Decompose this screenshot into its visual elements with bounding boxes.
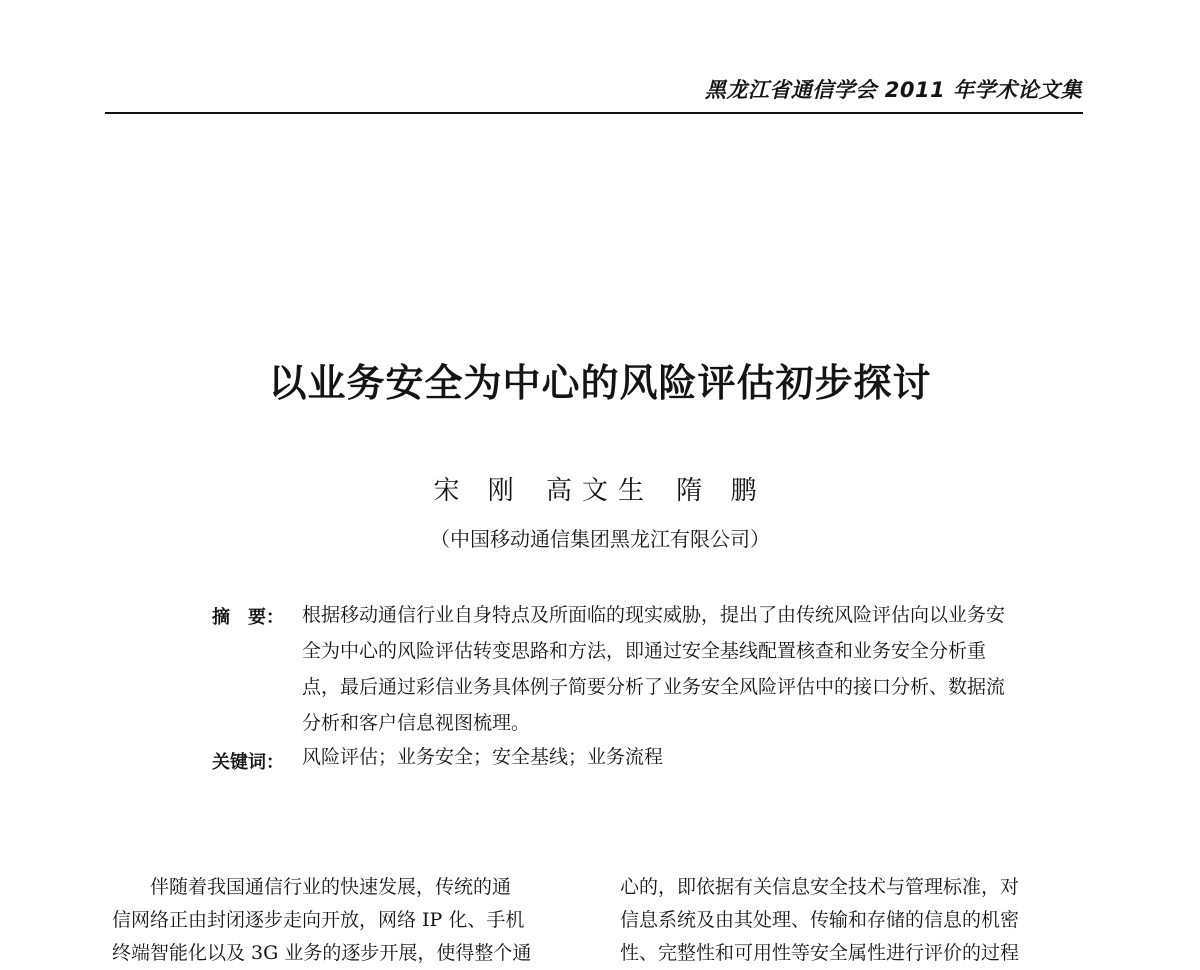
abstract-text: 根据移动通信行业自身特点及所面临的现实威胁，提出了由传统风险评估向以业务安全为中心的风险评估转变思路和方法，即通过安全基线配置核查和业务安全分析重点，最后通过彩信业务具体例子简要分析了业务安全风险评估中的接口分析、数据流分析和客户信息视图梳理。 bbox=[302, 604, 1006, 734]
author-name: 隋 鹏 bbox=[676, 476, 767, 506]
body-column-right bbox=[620, 871, 1090, 970]
author-name: 高文生 bbox=[545, 476, 654, 506]
header-rule bbox=[105, 112, 1083, 114]
affiliation: （中国移动通信集团黑龙江有限公司） bbox=[430, 527, 770, 551]
keywords-label: 关键词： bbox=[212, 752, 284, 773]
keywords-text: 风险评估；业务安全；安全基线；业务流程 bbox=[302, 746, 664, 768]
body-line: 终端智能化以及 3G 业务的逐步开展，使得整个通 bbox=[112, 942, 532, 964]
abstract-label: 摘 要： bbox=[212, 607, 284, 628]
body-line: 性、完整性和可用性等安全属性进行评价的过程 bbox=[620, 942, 1020, 964]
body-column-left bbox=[112, 871, 582, 970]
body-line: 伴随着我国通信行业的快速发展，传统的通 bbox=[150, 876, 512, 898]
author-list bbox=[0, 470, 1200, 507]
body-line: 心的，即依据有关信息安全技术与管理标准，对 bbox=[620, 876, 1020, 898]
body-line: 信息系统及由其处理、传输和存储的信息的机密 bbox=[620, 909, 1020, 931]
paper-title: 以业务安全为中心的风险评估初步探讨 bbox=[268, 360, 932, 405]
running-header: 黑龙江省通信学会 2011 年学术论文集 bbox=[704, 78, 1082, 102]
author-name: 宋 刚 bbox=[433, 476, 524, 506]
body-line: 信网络正由封闭逐步走向开放，网络 IP 化、手机 bbox=[112, 909, 525, 931]
